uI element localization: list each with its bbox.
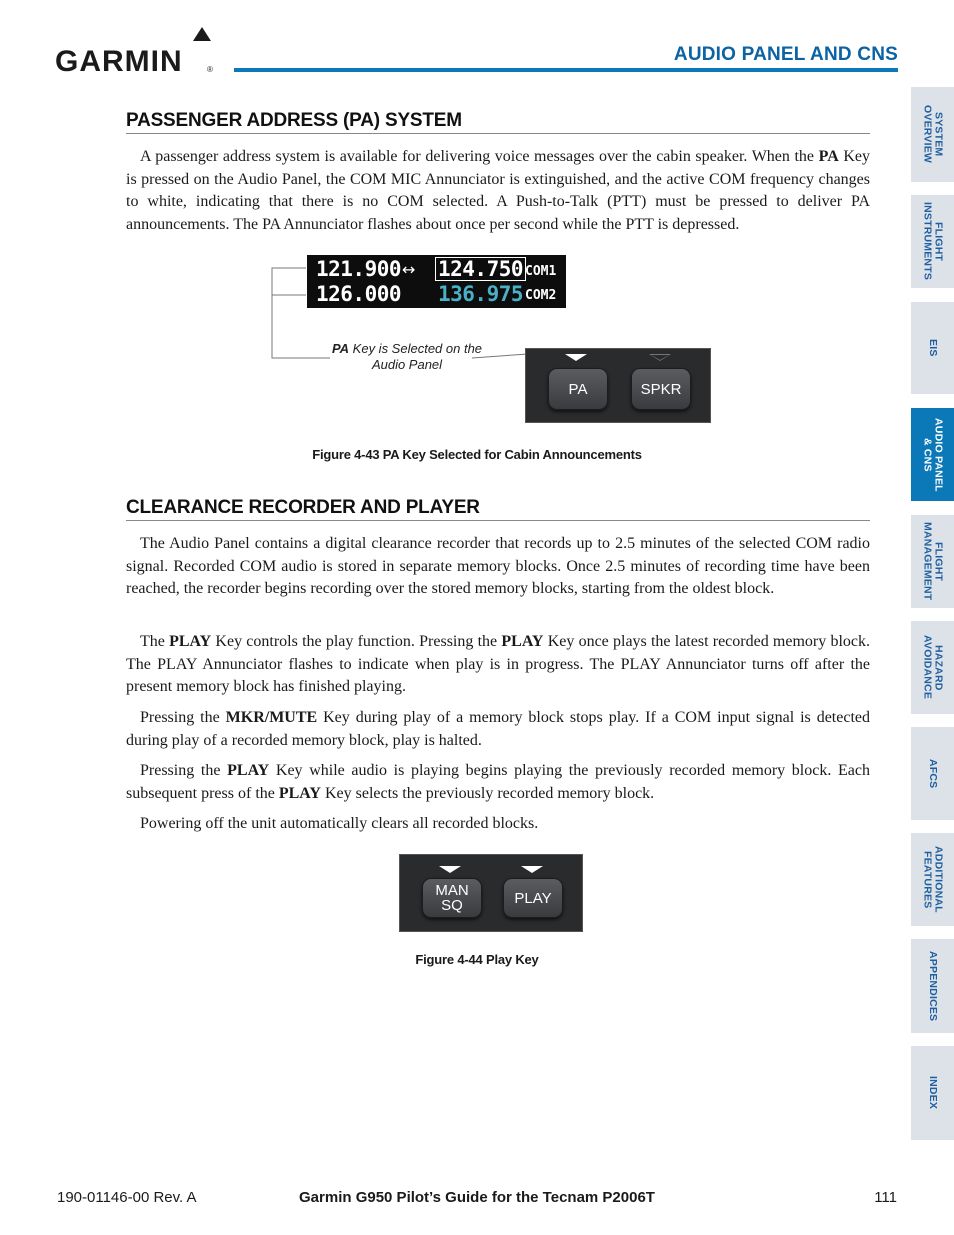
tab-label: FLIGHT MANAGEMENT	[921, 522, 945, 601]
tab-eis[interactable]	[911, 302, 954, 394]
text-run: Powering off the unit automatically clears all recorded blocks.	[140, 815, 539, 832]
text-run: Key while audio is playing begins playing the previously recorded memory block. Each subsequent press of the	[126, 762, 871, 802]
tab-appendices[interactable]	[911, 939, 954, 1033]
key-name: PA	[818, 148, 839, 165]
tab-label: APPENDICES	[927, 950, 939, 1022]
pa-callout	[330, 341, 484, 373]
cr-paragraph-1	[126, 533, 870, 601]
tab-label: HAZARD AVOIDANCE	[921, 635, 945, 700]
man-sq-key-line2: SQ	[441, 897, 463, 914]
text-run: Key during play of a memory block stops play. If a COM input signal is detected during play of a recorded memory block, play is halted.	[126, 709, 871, 749]
figure-44-caption: Figure 4-44 Play Key	[415, 952, 539, 967]
spkr-key[interactable]: SPKR	[631, 368, 691, 410]
text-run: Key selects the previously recorded memory block.	[320, 784, 655, 802]
key-name: PLAY	[227, 762, 270, 779]
key-name: PLAY	[169, 633, 212, 650]
man-sq-key-line1: MAN	[435, 882, 469, 899]
footer-title: Garmin G950 Pilot’s Guide for the Tecnam P2006T	[299, 1189, 655, 1206]
play-annunciator-icon	[521, 866, 543, 873]
com1-active-frequency: 121.900	[316, 257, 402, 281]
tab-afcs[interactable]	[911, 727, 954, 820]
man-sq-key[interactable]	[422, 878, 482, 918]
tab-flight-instruments[interactable]	[911, 195, 954, 288]
tab-label: INDEX	[927, 1076, 939, 1110]
text-run: The Audio Panel contains a digital clearance recorder that records up to 2.5 minutes of the selected COM radio signal. Recorded COM audio is stored in separate memory blocks. Once 2.5 minutes of recording time have been reached, the recorder begins recording over the stored memory blocks, starting from the oldest block.	[126, 535, 870, 598]
com2-label: COM2	[525, 288, 557, 303]
tab-hazard-avoidance[interactable]	[911, 621, 954, 714]
tab-flight-management[interactable]	[911, 515, 954, 608]
text-run: A passenger address system is available for delivering voice messages over the cabin speaker. When the	[140, 148, 819, 165]
pa-annunciator-on-icon	[565, 354, 587, 361]
com2-standby-frequency: 136.975	[438, 282, 524, 306]
key-name: PLAY	[278, 784, 321, 802]
cr-paragraph-2	[126, 631, 870, 699]
logo-text: GARMIN	[55, 45, 183, 78]
cr-paragraph-4	[126, 760, 870, 805]
header-rule	[234, 68, 898, 72]
tab-label: ADDITIONAL FEATURES	[921, 846, 945, 913]
text-run: Pressing the	[140, 762, 228, 779]
tab-label: AFCS	[927, 758, 939, 789]
com2-active-frequency: 126.000	[316, 282, 402, 306]
tab-audio-panel-cns[interactable]	[911, 408, 954, 501]
pa-heading: PASSENGER ADDRESS (PA) SYSTEM	[126, 110, 870, 134]
logo-registered-mark: ®	[207, 65, 213, 74]
footer-doc-number: 190-01146-00 Rev. A	[57, 1189, 197, 1206]
swap-arrow-icon: ↔	[402, 260, 416, 279]
man-sq-annunciator-icon	[439, 866, 461, 873]
key-name: MKR/MUTE	[225, 709, 318, 726]
com-frequency-display	[307, 255, 566, 308]
section-title: AUDIO PANEL AND CNS	[673, 44, 898, 65]
tab-label: FLIGHT INSTRUMENTS	[921, 202, 945, 281]
garmin-logo	[55, 27, 220, 77]
pa-paragraph	[126, 146, 870, 236]
tab-label: AUDIO PANEL & CNS	[921, 417, 945, 492]
pa-key[interactable]: PA	[548, 368, 608, 410]
tab-index[interactable]	[911, 1046, 954, 1140]
tab-additional-features[interactable]	[911, 833, 954, 926]
text-run: The	[140, 633, 170, 650]
com1-label: COM1	[525, 264, 557, 279]
text-run: Key controls the play function. Pressing the	[211, 633, 502, 650]
play-key[interactable]: PLAY	[503, 878, 563, 918]
play-key-panel	[399, 854, 583, 932]
tab-system-overview[interactable]	[911, 87, 954, 182]
cr-heading: CLEARANCE RECORDER AND PLAYER	[126, 497, 870, 521]
cr-paragraph-3	[126, 707, 870, 752]
pa-key-panel	[525, 348, 711, 423]
tab-label: SYSTEM OVERVIEW	[921, 105, 945, 164]
text-run: Key is pressed on the Audio Panel, the COM MIC Annunciator is extinguished, and the active COM frequency changes to white, indicating that there is no COM selected. A Push-to-Talk (PTT) must be pressed to deliver PA announcements. The PA Annunciator flashes about once per second while the PTT is depressed.	[126, 148, 871, 233]
callout-key-name: PA	[331, 341, 350, 356]
text-run: Pressing the	[140, 709, 226, 726]
text-run: Key once plays the latest recorded memory block. The PLAY Annunciator flashes to indicate when play is in progress. The PLAY Annunciator turns off after the present memory block has finished playing.	[126, 633, 871, 696]
spkr-annunciator-off-icon	[649, 354, 671, 361]
com1-standby-frequency: 124.750	[435, 257, 526, 281]
key-name: PLAY	[501, 633, 544, 650]
cr-paragraph-5	[126, 813, 870, 836]
logo-triangle-icon	[193, 27, 211, 41]
footer-page-number: 111	[874, 1189, 897, 1206]
callout-text: Key is Selected on the Audio Panel	[349, 341, 483, 372]
tab-label: EIS	[927, 339, 939, 357]
figure-43-caption: Figure 4-43 PA Key Selected for Cabin Announcements	[312, 447, 642, 462]
